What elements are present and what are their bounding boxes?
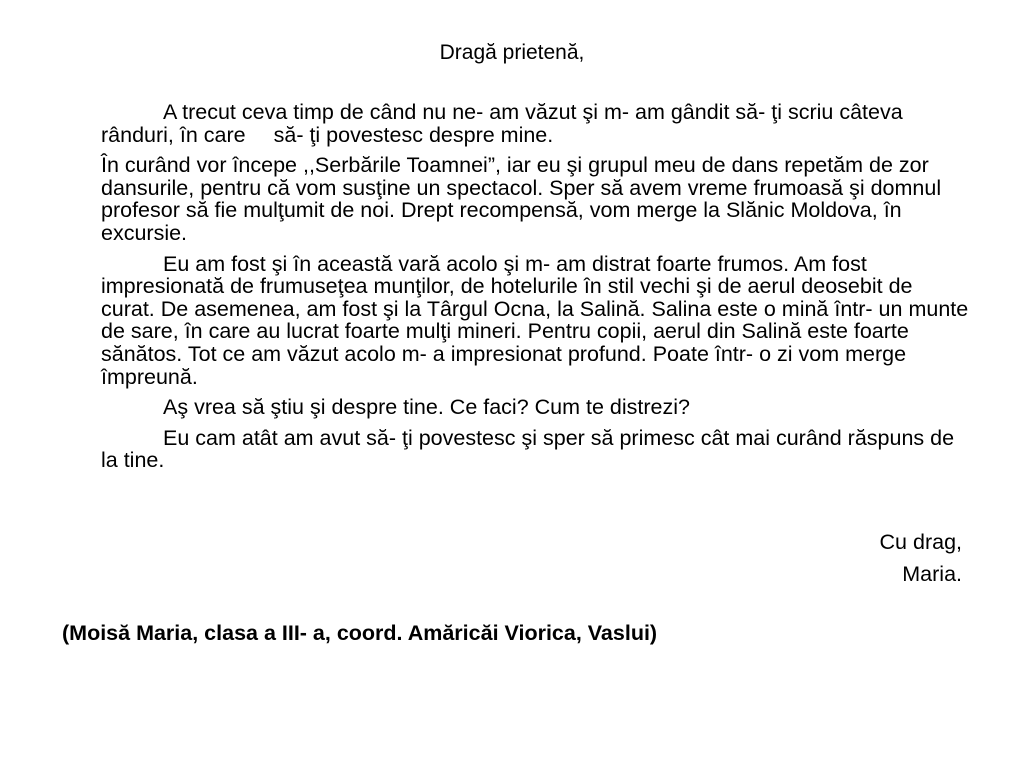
- letter-signature: Maria.: [902, 562, 962, 586]
- letter-paragraph-1-part-b: să- ţi povestesc despre mine.: [273, 122, 554, 147]
- letter-paragraph-5: Eu cam atât am avut să- ţi povestesc şi sper să primesc cât mai curând răspuns de la tine.: [101, 425, 955, 473]
- letter-closing: Cu drag,: [879, 530, 962, 554]
- letter-paragraph-1-part-a: A trecut ceva timp de când nu ne- am văzut şi m- am gândit să- ţi scriu câteva rânduri, în care: [101, 100, 903, 147]
- letter-paragraph-2: În curând vor începe ,,Serbările Toamnei”, iar eu şi grupul meu de dans repetăm de zor dansurile, pentru că vom susţine un spectacol. Sper să avem vreme frumoasă şi domnul profesor să fie mulţumit de noi. Drept recompensă, vom merge la Slănic Moldova, în excursie.: [101, 153, 942, 245]
- letter-body: [101, 101, 971, 480]
- letter-paragraph-3: Eu am fost şi în această vară acolo şi m- am distrat foarte frumos. Am fost impresionată de frumuseţea munţilor, de hotelurile în stil vechi şi de aerul deosebit de curat. De asemenea, am fost şi la Târgul Ocna, la Salină. Salina este o mină într- un munte de sare, în care au lucrat foarte mulţi mineri. Pentru copii, aerul din Salină este foarte sănătos. Tot ce am văzut acolo m- a impresionat profund. Poate într- o zi vom merge împreună.: [101, 251, 969, 389]
- letter-paragraph-4: Aş vrea să ştiu şi despre tine. Ce faci? Cum te distrezi?: [163, 395, 690, 420]
- letter-closing-block: [880, 526, 962, 590]
- letter-paragraph-1: [101, 101, 971, 146]
- author-credit: (Moisă Maria, clasa a III- a, coord. Amăricăi Viorica, Vaslui): [62, 621, 658, 645]
- letter-greeting: Dragă prietenă,: [439, 41, 585, 64]
